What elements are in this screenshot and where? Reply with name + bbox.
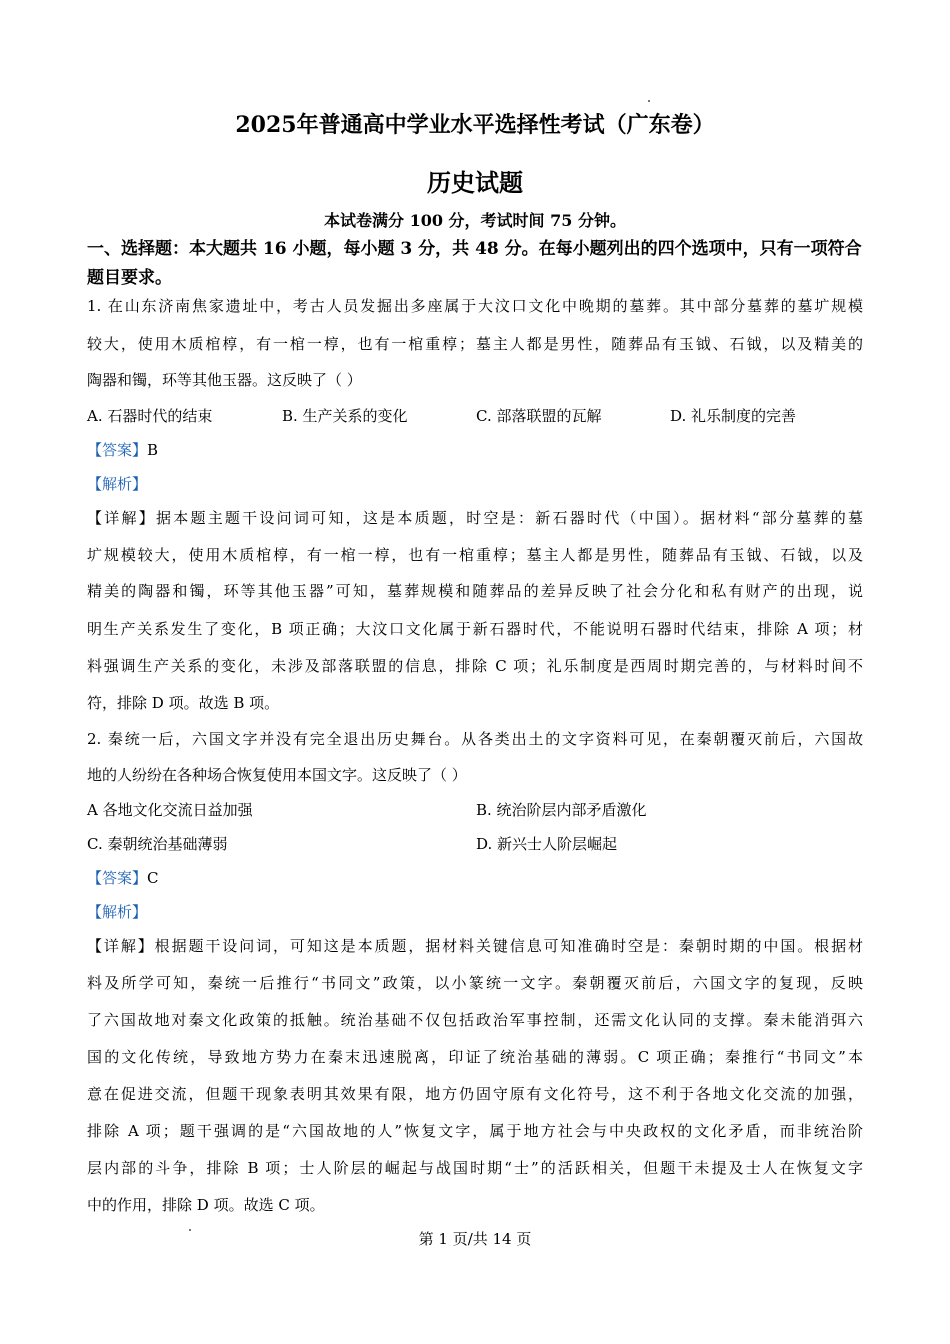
q1-detail-line: 料强调生产关系的变化，未涉及部落联盟的信息，排除 C 项；礼乐制度是西周时期完善的，与材料时间不: [87, 657, 863, 675]
q2-option-d: D. 新兴士人阶层崛起: [476, 835, 618, 853]
q1-option-d: D. 礼乐制度的完善: [670, 407, 797, 425]
q1-answer: [87, 440, 863, 460]
answer-tag: 【答案】: [87, 869, 148, 887]
q1-stem-line: 陶器和镯，环等其他玉器。这反映了（ ）: [87, 371, 362, 389]
q2-detail-line: 中的作用，排除 D 项。故选 C 项。: [87, 1196, 325, 1214]
q1-detail-line: 符，排除 D 项。故选 B 项。: [87, 694, 280, 712]
exam-instructions: 本试卷满分 100 分，考试时间 75 分钟。: [324, 211, 626, 230]
detail-tag: 【详解】: [87, 937, 155, 955]
analysis-tag: 【解析】: [87, 903, 148, 921]
scan-speck: [648, 100, 650, 102]
q2-detail-line: 层内部的斗争，排除 B 项；士人阶层的崛起与战国时期“士”的活跃相关，但题干未提及士人在恢复文字: [87, 1159, 863, 1177]
q1-detail-line: 精美的陶器和镯，环等其他玉器”可知，墓葬规模和随葬品的差异反映了社会分化和私有财产的出现，说: [87, 582, 863, 600]
detail-tag: 【详解】: [87, 509, 156, 527]
q2-stem-line: 2. 秦统一后，六国文字并没有完全退出历史舞台。从各类出土的文字资料可见，在秦朝覆灭前后，六国故: [87, 730, 863, 748]
q1-option-b: B. 生产关系的变化: [282, 407, 408, 425]
section-heading: 一、选择题：本大题共 16 小题，每小题 3 分，共 48 分。在每小题列出的四个选项中，只有一项符合题目要求。: [87, 239, 862, 288]
q2-detail-line: 了六国故地对秦文化政策的抵触。统治基础不仅包括政治军事控制，还需文化认同的支撑。秦未能消弭六: [87, 1011, 863, 1029]
q1-option-c: C. 部落联盟的瓦解: [476, 407, 602, 425]
q2-analysis: [87, 902, 863, 922]
q2-detail-line: 国的文化传统，导致地方势力在秦末迅速脱离，印证了统治基础的薄弱。C 项正确；秦推行“书同文”本: [87, 1048, 863, 1066]
q1-detail-line: 明生产关系发生了变化，B 项正确；大汶口文化属于新石器时代，不能说明石器时代结束，排除 A 项；材: [87, 620, 863, 638]
analysis-tag: 【解析】: [87, 475, 148, 493]
q2-stem-line: 地的人纷纷在各种场合恢复使用本国文字。这反映了（ ）: [87, 766, 467, 784]
page-number: 第 1 页/共 14 页: [418, 1230, 532, 1248]
answer-tag: 【答案】: [87, 441, 148, 459]
q1-detail-line: 圹规模较大，使用木质棺椁，有一棺一椁，也有一棺重椁；墓主人都是男性，随葬品有玉钺、石钺，以及: [87, 546, 863, 564]
detail-text: 据本题主题干设问词可知，这是本质题，时空是：新石器时代（中国）。据材料“部分墓葬的墓: [155, 509, 863, 527]
q2-option-c: C. 秦朝统治基础薄弱: [87, 835, 228, 853]
answer-value: C: [147, 869, 159, 887]
q2-detail-line: 排除 A 项；题干强调的是“六国故地的人”恢复文字，属于地方社会与中央政权的文化矛盾，而非统治阶: [87, 1122, 863, 1140]
q2-detail-line: 意在促进交流，但题干现象表明其效果有限，地方仍固守原有文化符号，这不利于各地文化交流的加强，: [87, 1085, 863, 1103]
q1-analysis: [87, 474, 863, 494]
q1-stem-line: 1. 在山东济南焦家遗址中，考古人员发掘出多座属于大汶口文化中晚期的墓葬。其中部分墓葬的墓圹规模: [87, 297, 863, 315]
detail-text: 根据题干设问词，可知这是本质题，据材料关键信息可知准确时空是：秦朝时期的中国。根据材: [154, 937, 863, 955]
q2-option-b: B. 统治阶层内部矛盾激化: [476, 801, 647, 819]
q1-detail-line: [87, 508, 863, 528]
q2-detail-line: 料及所学可知，秦统一后推行“书同文”政策，以小篆统一文字。秦朝覆灭前后，六国文字的复现，反映: [87, 974, 863, 992]
q2-option-a: A 各地文化交流日益加强: [87, 801, 253, 819]
q2-answer: [87, 868, 863, 888]
q1-option-a: A. 石器时代的结束: [87, 407, 213, 425]
answer-value: B: [147, 441, 159, 459]
subject-title: 历史试题: [427, 168, 523, 197]
q1-stem-line: 较大，使用木质棺椁，有一棺一椁，也有一棺重椁；墓主人都是男性，随葬品有玉钺、石钺，以及精美的: [87, 335, 863, 353]
q2-detail-line: [87, 936, 863, 956]
exam-title: 2025年普通高中学业水平选择性考试（广东卷）: [235, 112, 715, 138]
